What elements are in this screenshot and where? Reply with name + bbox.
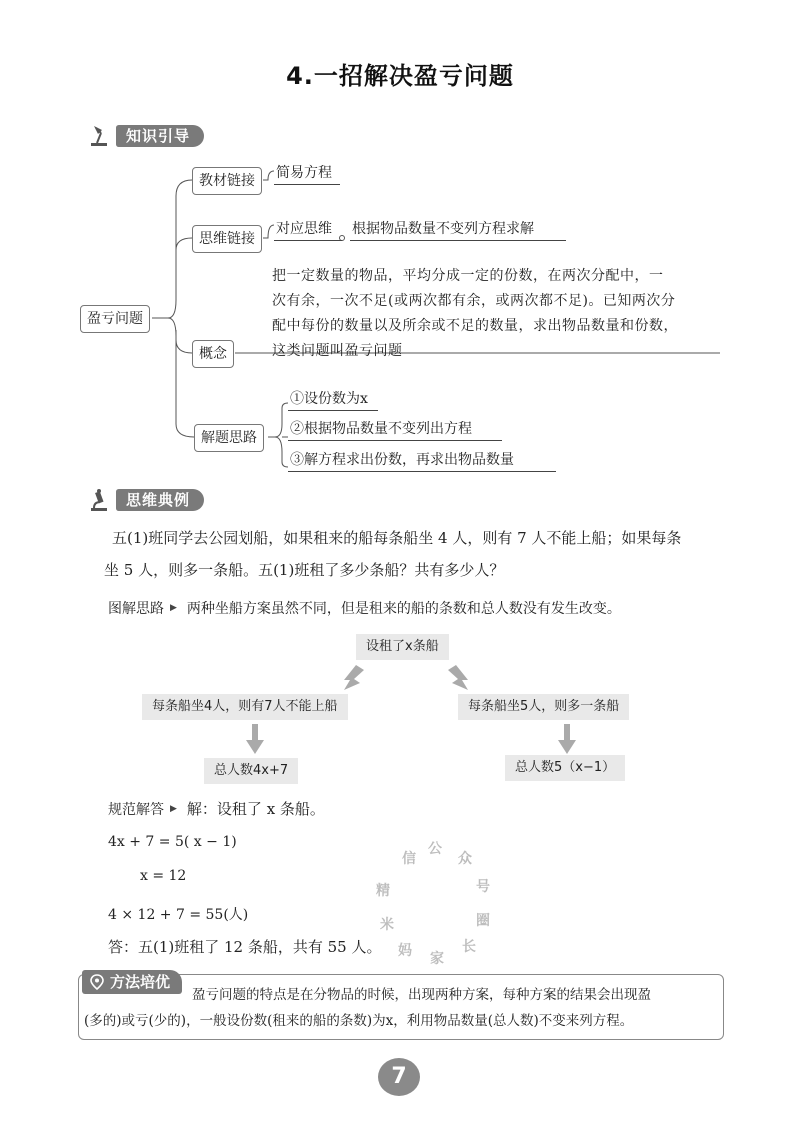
stamp-char: 众 [458, 851, 472, 867]
answer-intro: 解：设租了 x 条船。 [186, 800, 325, 818]
equation-3: 4 × 12 + 7 = 55(人) [108, 907, 249, 923]
answer-row [108, 798, 325, 819]
flow-top-box: 设租了x条船 [356, 634, 449, 660]
stamp-char: 信 [402, 851, 416, 867]
section-header-method [82, 970, 182, 994]
equation-2: x = 12 [140, 868, 187, 884]
stamp-char: 精 [376, 883, 390, 899]
flow-left-box: 每条船坐4人，则有7人不能上船 [142, 694, 348, 720]
hint-text: 两种坐船方案虽然不同，但是租来的船的条数和总人数没有发生改变。 [186, 601, 621, 617]
triangle-right-icon: ▶ [170, 603, 177, 613]
concept-text [272, 264, 722, 364]
location-pin-icon [90, 974, 104, 990]
problem-line: 五(1)班同学去公园划船，如果租来的船每条船坐 4 人，则有 7 人不能上船；如果每条 [112, 529, 682, 547]
concept-line: 把一定数量的物品，平均分成一定的份数，在两次分配中，一 [272, 268, 664, 284]
section-header-example [88, 488, 204, 512]
concept-line: 配中每份的数量以及所余或不足的数量，求出物品数量和份数， [272, 318, 678, 334]
mindmap-root: 盈亏问题 [80, 305, 150, 333]
section-label: 知识引导 [116, 125, 204, 147]
equation-1: 4x + 7 = 5( x − 1) [108, 834, 237, 850]
flow-left-result: 总人数4x+7 [204, 758, 298, 784]
stamp-char: 家 [430, 951, 444, 967]
concept-line: 次有余，一次不足(或两次都有余，或两次都不足)。已知两次分 [272, 293, 676, 309]
hint-label: 图解思路 [108, 601, 164, 617]
solution-step-2: ②根据物品数量不变列出方程 [288, 418, 502, 441]
branch-thinking-link: 思维链接 [192, 225, 262, 253]
stamp-char: 号 [476, 879, 490, 895]
branch-textbook-content: 简易方程 [274, 162, 340, 185]
method-tip-line-2: (多的)或亏(少的)，一般设份数(租来的船的条数)为x，利用物品数量(总人数)不变来列方程。 [84, 1013, 634, 1029]
branch-concept: 概念 [192, 340, 234, 368]
section-label: 思维典例 [116, 489, 204, 511]
watermark-stamp [368, 836, 498, 966]
section-label: 方法培优 [110, 973, 171, 991]
stamp-char: 圈 [476, 913, 490, 929]
page-number: 7 [378, 1058, 420, 1096]
solution-step-1: ①设份数为x [288, 388, 378, 411]
hint-row [108, 598, 621, 618]
branch-thinking-content2: 根据物品数量不变列方程求解 [350, 218, 566, 241]
branch-thinking-content1: 对应思维 [274, 218, 342, 241]
stamp-char: 公 [428, 841, 442, 857]
concept-line: 这类问题叫盈亏问题 [272, 343, 403, 359]
flow-right-result: 总人数5（x−1） [505, 755, 625, 781]
branch-textbook-link: 教材链接 [192, 167, 262, 195]
problem-line: 坐 5 人，则多一条船。五(1)班租了多少条船？共有多少人？ [104, 561, 505, 579]
answer-label: 规范解答 [108, 801, 164, 818]
stamp-char: 妈 [398, 943, 412, 959]
method-tip-line-1: 盈亏问题的特点是在分物品的时候，出现两种方案，每种方案的结果会出现盈 [192, 987, 651, 1003]
solution-step-3: ③解方程求出份数，再求出物品数量 [288, 449, 556, 472]
microscope-icon [88, 488, 110, 512]
branch-solution-approach: 解题思路 [194, 424, 264, 452]
stamp-char: 米 [380, 917, 394, 933]
flow-right-box: 每条船坐5人，则多一条船 [458, 694, 629, 720]
answer-conclusion: 答：五(1)班租了 12 条船，共有 55 人。 [108, 938, 382, 956]
page-title: 4.一招解决盈亏问题 [286, 62, 514, 90]
triangle-right-icon: ▶ [170, 803, 177, 814]
problem-text [104, 522, 724, 586]
stamp-char: 长 [462, 939, 476, 955]
